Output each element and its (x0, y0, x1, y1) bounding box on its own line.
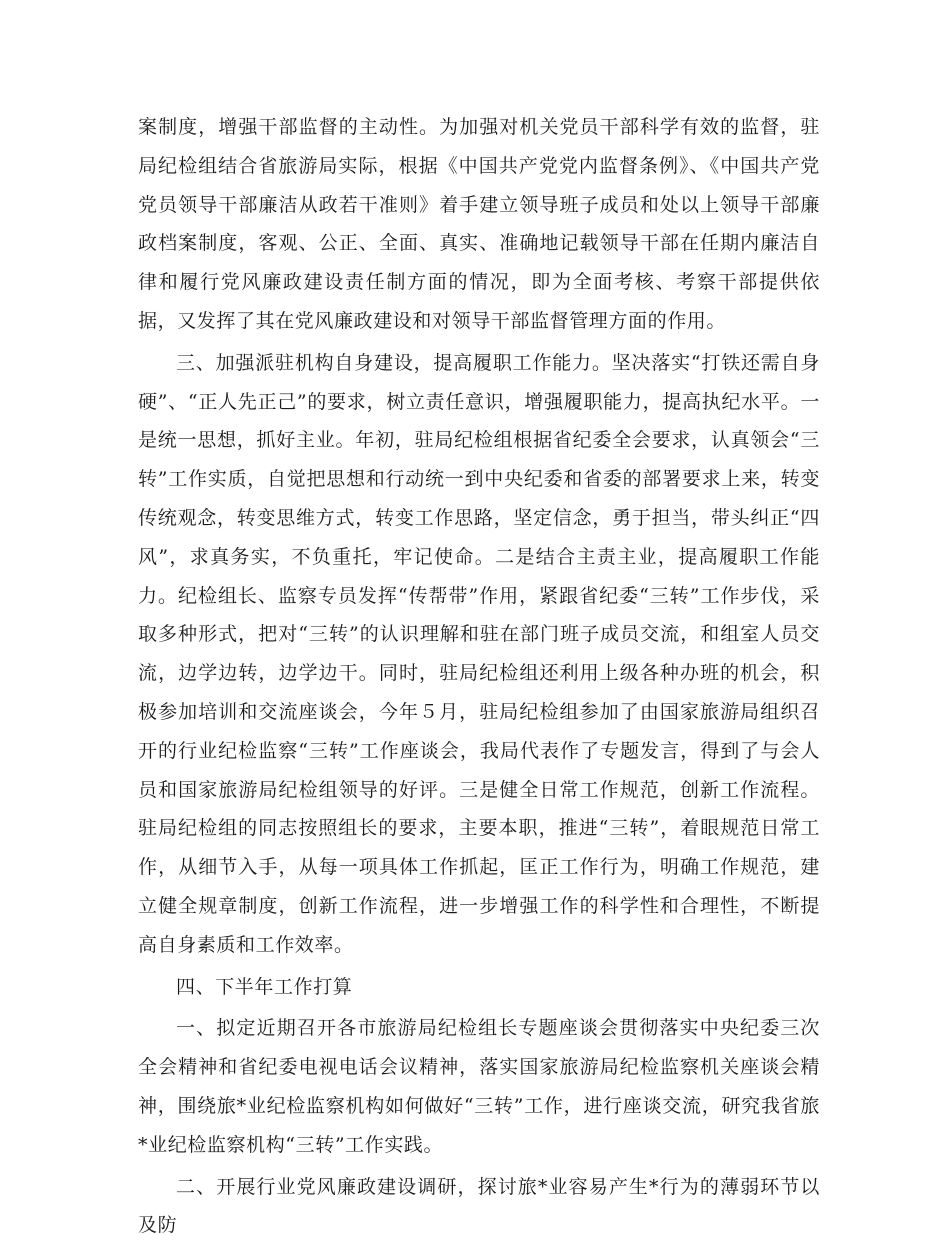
document-body (138, 108, 820, 1248)
paragraph-plan-one: 一、拟定近期召开各市旅游局纪检组长专题座谈会贯彻落实中央纪委三次全会精神和省纪委电视电话会议精神，落实国家旅游局纪检监察机关座谈会精神，围绕旅*业纪检监察机构如何做好“三转”工作，进行座谈交流，研究我省旅*业纪检监察机构“三转”工作实践。 (138, 1017, 820, 1156)
section-heading-plans: 四、下半年工作打算 (176, 975, 353, 998)
paragraph-self-construction: 三、加强派驻机构自身建设，提高履职工作能力。坚决落实“打铁还需自身硬”、“正人先正己”的要求，树立责任意识，增强履职能力，提高执纪水平。一是统一思想，抓好主业。年初，驻局纪检组根据省纪委全会要求，认真领会“三转”工作实质，自觉把思想和行动统一到中央纪委和省委的部署要求上来，转变传统观念，转变思维方式，转变工作思路，坚定信念，勇于担当，带头纠正“四风”，求真务实，不负重托，牢记使命。二是结合主责主业，提高履职工作能力。纪检组长、监察专员发挥“传帮带”作用，紧跟省纪委“三转”工作步伐，采取多种形式，把对“三转”的认识理解和驻在部门班子成员交流，和组室人员交流，边学边转，边学边干。同时，驻局纪检组还利用上级各种办班的机会，积极参加培训和交流座谈会，今年５月，驻局纪检组参加了由国家旅游局组织召开的行业纪检监察“三转”工作座谈会，我局代表作了专题发言，得到了与会人员和国家旅游局纪检组领导的好评。三是健全日常工作规范，创新工作流程。驻局纪检组的同志按照组长的要求，主要本职，推进“三转”，着眼规范日常工作，从细节入手，从每一项具体工作抓起，匡正工作行为，明确工作规范，建立健全规章制度，创新工作流程，进一步增强工作的科学性和合理性，不断提高自身素质和工作效率。 (138, 351, 820, 956)
paragraph-plan-two: 二、开展行业党风廉政建设调研，探讨旅*业容易产生*行为的薄弱环节以及防 (138, 1175, 820, 1237)
paragraph-archive-system: 案制度，增强干部监督的主动性。为加强对机关党员干部科学有效的监督，驻局纪检组结合省旅游局实际，根据《中国共产党党内监督条例》、《中国共产党党员领导干部廉洁从政若干准则》着手建立领导班子成员和处以上领导干部廉政档案制度，客观、公正、全面、真实、准确地记载领导干部在任期内廉洁自律和履行党风廉政建设责任制方面的情况，即为全面考核、考察干部提供依据，又发挥了其在党风廉政建设和对领导干部监督管理方面的作用。 (138, 116, 820, 332)
